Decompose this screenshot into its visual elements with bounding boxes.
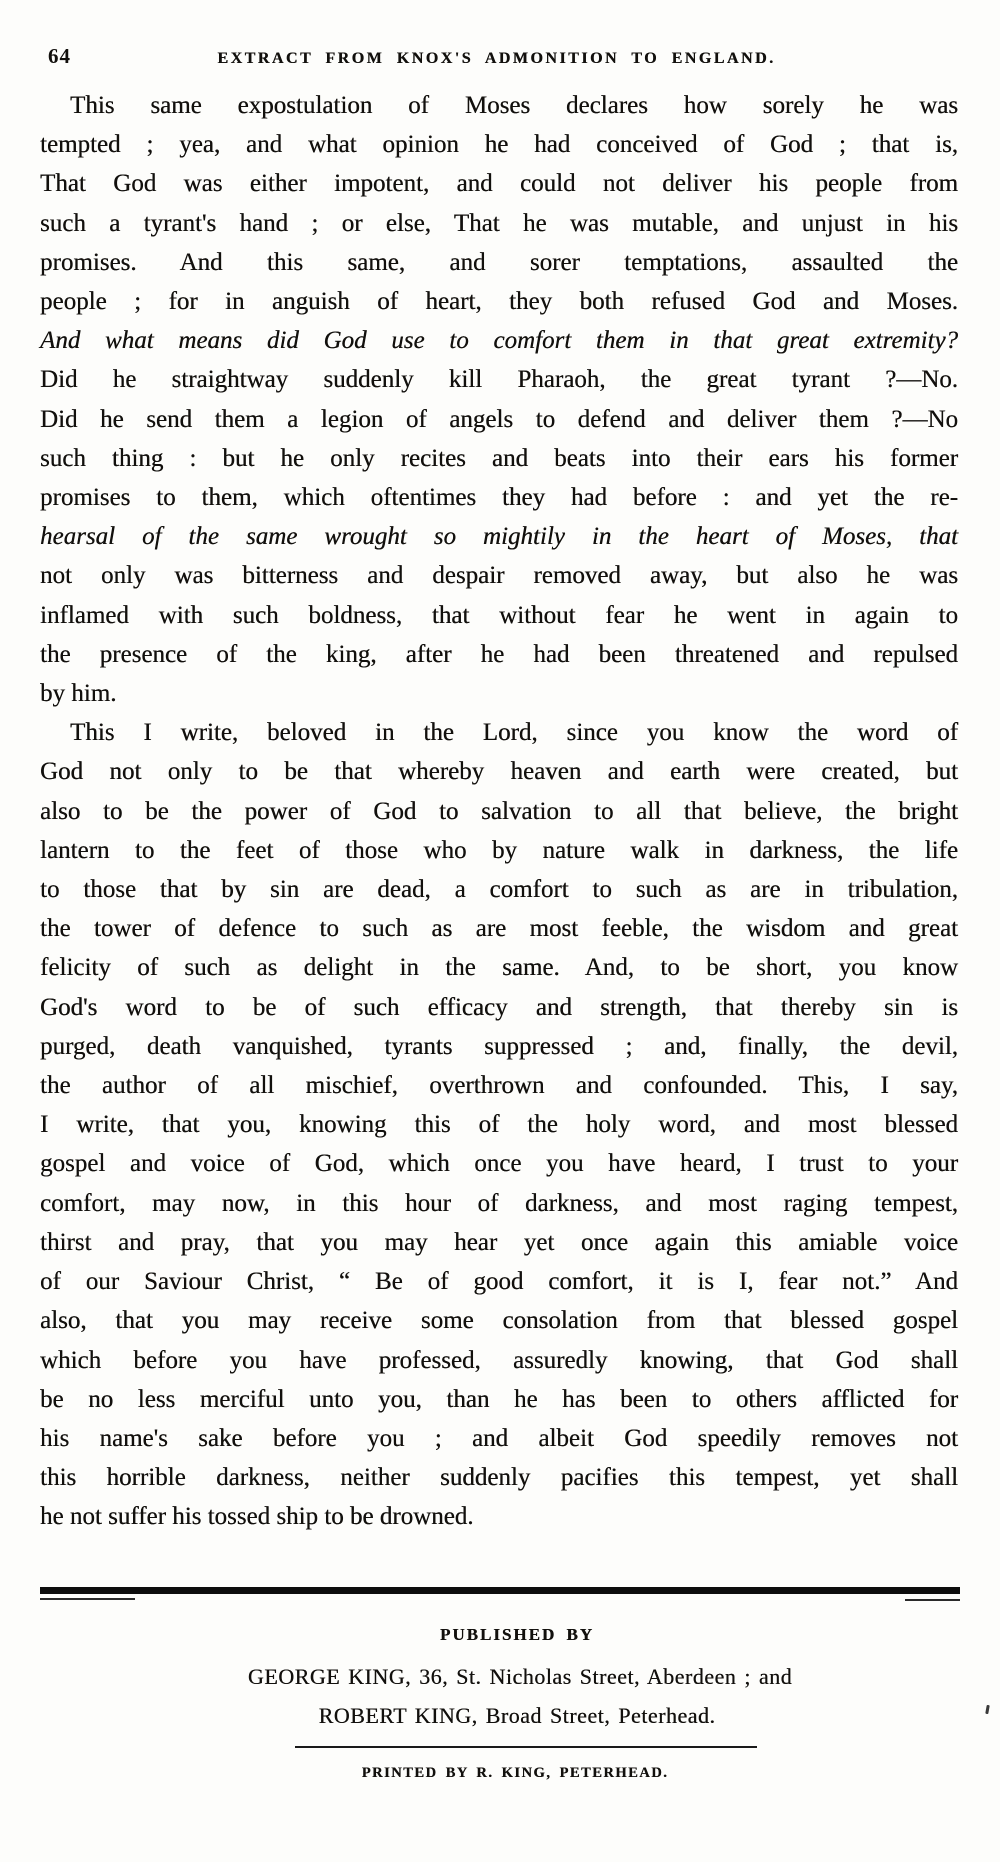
publisher-line: GEORGE KING, 36, St. Nicholas Street, Aberdeen ; and xyxy=(247,1664,793,1689)
published-by-label: PUBLISHED BY xyxy=(439,1625,595,1644)
page-number: 64 xyxy=(48,44,71,68)
text-line: This I write, beloved in the Lord, since you know the word of xyxy=(70,719,958,747)
text-line: the author of all mischief, overthrown and confounded. This, I say, xyxy=(40,1072,958,1100)
text-line: not only was bitterness and despair removed away, but also he was xyxy=(40,562,958,590)
text-line: by him. xyxy=(40,680,117,708)
text-line: this horrible darkness, neither suddenly pacifies this tempest, yet shall xyxy=(40,1464,958,1492)
page-header xyxy=(48,44,952,69)
text-line: he not suffer his tossed ship to be drowned. xyxy=(40,1503,474,1531)
text-line: also, that you may receive some consolation from that blessed gospel xyxy=(40,1307,958,1335)
text-line: his name's sake before you ; and albeit God speedily removes not xyxy=(40,1424,958,1452)
text-line: This same expostulation of Moses declares how sorely he was xyxy=(70,92,958,119)
text-line: promises to them, which oftentimes they had before : and yet the re- xyxy=(40,484,958,512)
text-line: hearsal of the same wrought so mightily in the heart of Moses, that xyxy=(40,523,958,551)
text-line: felicity of such as delight in the same. And, to be short, you know xyxy=(40,954,958,982)
text-line: I write, that you, knowing this of the holy word, and most blessed xyxy=(40,1111,958,1139)
publisher-line: ROBERT KING, Broad Street, Peterhead. xyxy=(318,1703,716,1728)
text-line: thirst and pray, that you may hear yet once again this amiable voice xyxy=(40,1228,958,1256)
paragraph-2 xyxy=(40,713,958,1536)
text-line: Did he straightway suddenly kill Pharaoh, the great tyrant ?—No. xyxy=(40,366,958,394)
text-line: promises. And this same, and sorer temptations, assaulted the xyxy=(40,248,958,276)
footer-divider-artifact-right xyxy=(905,1599,960,1601)
text-line: lantern to the feet of those who by nature walk in darkness, the life xyxy=(40,836,958,864)
colophon xyxy=(40,1625,960,1782)
text-line: the tower of defence to such as are most feeble, the wisdom and great xyxy=(40,915,958,943)
footer-divider-artifact-left xyxy=(40,1598,135,1600)
colophon-divider-rule xyxy=(295,1746,757,1748)
printer-line: PRINTED BY R. KING, PETERHEAD. xyxy=(361,1765,669,1781)
scan-speck-artifact xyxy=(985,1705,990,1714)
text-line: tempted ; yea, and what opinion he had conceived of God ; that is, xyxy=(40,131,958,159)
text-line: which before you have professed, assuredly knowing, that God shall xyxy=(40,1346,958,1374)
text-line: Did he send them a legion of angels to defend and deliver them ?—No xyxy=(40,405,958,433)
text-line: purged, death vanquished, tyrants suppressed ; and, finally, the devil, xyxy=(40,1032,958,1060)
text-line: such a tyrant's hand ; or else, That he was mutable, and unjust in his xyxy=(40,209,958,237)
text-line: also to be the power of God to salvation to all that believe, the bright xyxy=(40,797,958,825)
text-line: And what means did God use to comfort them in that great extremity? xyxy=(40,327,958,355)
text-line: God's word to be of such efficacy and strength, that thereby sin is xyxy=(40,993,958,1021)
paragraph-1 xyxy=(40,86,958,713)
text-line: of our Saviour Christ, “ Be of good comfort, it is I, fear not.” And xyxy=(40,1268,958,1296)
page-body xyxy=(40,86,958,1537)
text-line: people ; for in anguish of heart, they both refused God and Moses. xyxy=(40,288,958,316)
text-line: be no less merciful unto you, than he has been to others afflicted for xyxy=(40,1385,958,1413)
text-line: That God was either impotent, and could not deliver his people from xyxy=(40,170,958,198)
text-line: God not only to be that whereby heaven and earth were created, but xyxy=(40,758,958,786)
text-line: to those that by sin are dead, a comfort to such as are in tribulation, xyxy=(40,876,958,904)
text-line: inflamed with such boldness, that without fear he went in again to xyxy=(40,601,958,629)
text-line: gospel and voice of God, which once you have heard, I trust to your xyxy=(40,1150,958,1178)
text-line: the presence of the king, after he had been threatened and repulsed xyxy=(40,640,958,668)
text-line: such thing : but he only recites and beats into their ears his former xyxy=(40,444,958,472)
footer-divider-rule xyxy=(40,1587,960,1594)
text-line: comfort, may now, in this hour of darkness, and most raging tempest, xyxy=(40,1189,958,1217)
running-head: EXTRACT FROM KNOX'S ADMONITION TO ENGLAND. xyxy=(217,50,776,67)
